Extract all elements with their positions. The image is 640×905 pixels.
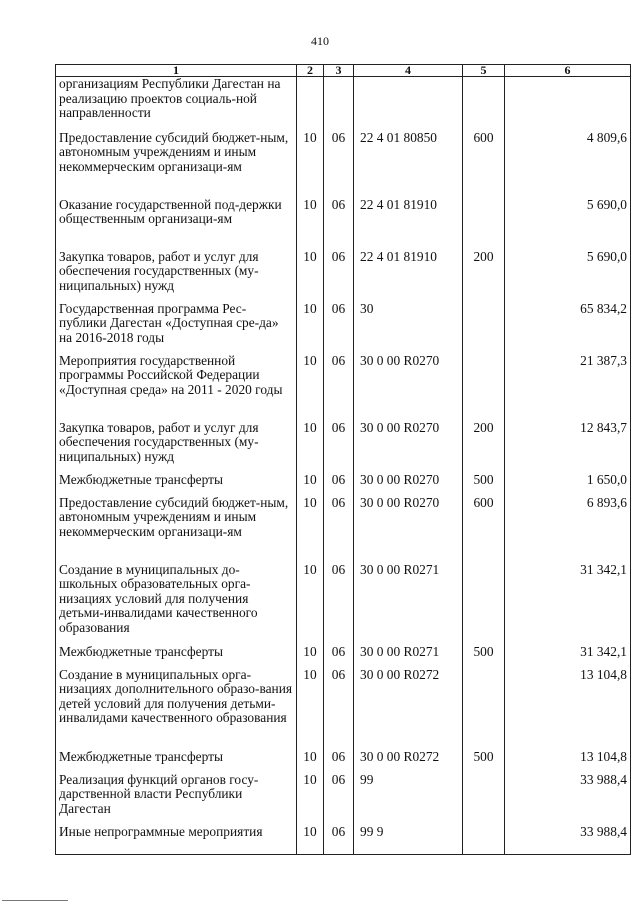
row-section-cell: 10 — [297, 773, 324, 825]
row-expense-type-cell: 500 — [463, 645, 505, 668]
table-row — [56, 354, 631, 421]
row-target-article-cell: 22 4 01 80850 — [354, 131, 463, 198]
row-subsection-cell: 06 — [324, 421, 354, 473]
row-name-cell: Межбюджетные трансферты — [56, 645, 297, 668]
row-target-article-cell: 30 0 00 R0272 — [354, 668, 463, 750]
table-row — [56, 496, 631, 563]
row-subsection-cell: 06 — [324, 131, 354, 198]
row-subsection-cell: 06 — [324, 250, 354, 302]
row-expense-type-cell: 600 — [463, 496, 505, 563]
row-expense-type-cell — [463, 825, 505, 855]
row-expense-type-cell — [463, 354, 505, 421]
row-name-cell: Мероприятия государственной программы Российской Федерации «Доступная среда» на 2011 - 2020 годы — [56, 354, 297, 421]
row-expense-type-cell: 200 — [463, 250, 505, 302]
row-expense-type-cell: 600 — [463, 131, 505, 198]
row-section-cell: 10 — [297, 302, 324, 354]
row-amount-cell: 65 834,2 — [505, 302, 631, 354]
row-expense-type-cell: 200 — [463, 421, 505, 473]
row-section-cell: 10 — [297, 250, 324, 302]
row-amount-cell: 5 690,0 — [505, 198, 631, 250]
row-amount-cell: 12 843,7 — [505, 421, 631, 473]
row-subsection-cell: 06 — [324, 750, 354, 773]
row-section-cell: 10 — [297, 421, 324, 473]
row-subsection-cell: 06 — [324, 473, 354, 496]
table-row — [56, 302, 631, 354]
table-header-row — [56, 65, 631, 77]
row-subsection-cell: 06 — [324, 668, 354, 750]
table-body — [56, 77, 631, 855]
row-target-article-cell: 99 9 — [354, 825, 463, 855]
row-name-cell: Межбюджетные трансферты — [56, 750, 297, 773]
table-row — [56, 668, 631, 750]
header-col-1: 1 — [56, 65, 297, 77]
row-subsection-cell: 06 — [324, 773, 354, 825]
header-col-6: 6 — [505, 65, 631, 77]
row-amount-cell: 13 104,8 — [505, 750, 631, 773]
row-target-article-cell: 30 — [354, 302, 463, 354]
row-target-article-cell — [354, 77, 463, 131]
row-name-cell: Реализация функций органов госу-дарственной власти Республики Дагестан — [56, 773, 297, 825]
row-name-cell: Иные непрограммные мероприятия — [56, 825, 297, 855]
row-subsection-cell: 06 — [324, 645, 354, 668]
row-target-article-cell: 30 0 00 R0272 — [354, 750, 463, 773]
header-col-4: 4 — [354, 65, 463, 77]
row-name-cell: Межбюджетные трансферты — [56, 473, 297, 496]
table-row — [56, 645, 631, 668]
row-name-cell: Оказание государственной под-держки общественным организаци-ям — [56, 198, 297, 250]
row-amount-cell: 31 342,1 — [505, 645, 631, 668]
footnote-divider — [2, 900, 68, 901]
row-expense-type-cell — [463, 563, 505, 645]
row-target-article-cell: 30 0 00 R0270 — [354, 496, 463, 563]
row-target-article-cell: 30 0 00 R0271 — [354, 645, 463, 668]
row-section-cell: 10 — [297, 131, 324, 198]
table-row — [56, 825, 631, 855]
row-section-cell: 10 — [297, 750, 324, 773]
row-subsection-cell: 06 — [324, 198, 354, 250]
row-section-cell: 10 — [297, 198, 324, 250]
row-amount-cell: 33 988,4 — [505, 825, 631, 855]
row-target-article-cell: 30 0 00 R0271 — [354, 563, 463, 645]
table-row — [56, 421, 631, 473]
row-name-cell: организациям Республики Дагестан на реализацию проектов социаль-ной направленности — [56, 77, 297, 131]
row-name-cell: Предоставление субсидий бюджет-ным, автономным учреждениям и иным некоммерческим организаци-ям — [56, 496, 297, 563]
row-subsection-cell: 06 — [324, 354, 354, 421]
table-row — [56, 563, 631, 645]
page-number: 410 — [311, 34, 329, 48]
row-section-cell: 10 — [297, 563, 324, 645]
row-target-article-cell: 30 0 00 R0270 — [354, 421, 463, 473]
row-name-cell: Создание в муниципальных до-школьных образовательных орга-низациях условий для получения детьми-инвалидами качественного образования — [56, 563, 297, 645]
row-subsection-cell: 06 — [324, 302, 354, 354]
row-amount-cell: 5 690,0 — [505, 250, 631, 302]
row-expense-type-cell — [463, 198, 505, 250]
table-row — [56, 250, 631, 302]
row-expense-type-cell — [463, 773, 505, 825]
row-amount-cell: 6 893,6 — [505, 496, 631, 563]
row-target-article-cell: 99 — [354, 773, 463, 825]
row-amount-cell — [505, 77, 631, 131]
row-expense-type-cell: 500 — [463, 750, 505, 773]
row-section-cell: 10 — [297, 668, 324, 750]
row-section-cell — [297, 77, 324, 131]
row-amount-cell: 21 387,3 — [505, 354, 631, 421]
row-name-cell: Создание в муниципальных орга-низациях дополнительного образо-вания детей условий для получения детьми-инвалидами качественного образования — [56, 668, 297, 750]
row-subsection-cell: 06 — [324, 825, 354, 855]
row-target-article-cell: 22 4 01 81910 — [354, 250, 463, 302]
table-row — [56, 773, 631, 825]
row-target-article-cell: 30 0 00 R0270 — [354, 473, 463, 496]
row-amount-cell: 13 104,8 — [505, 668, 631, 750]
header-col-3: 3 — [324, 65, 354, 77]
row-name-cell: Закупка товаров, работ и услуг для обеспечения государственных (му-ниципальных) нужд — [56, 250, 297, 302]
row-target-article-cell: 22 4 01 81910 — [354, 198, 463, 250]
row-name-cell: Предоставление субсидий бюджет-ным, автономным учреждениям и иным некоммерческим организаци-ям — [56, 131, 297, 198]
row-section-cell: 10 — [297, 645, 324, 668]
row-section-cell: 10 — [297, 354, 324, 421]
row-amount-cell: 31 342,1 — [505, 563, 631, 645]
table-row — [56, 750, 631, 773]
row-subsection-cell — [324, 77, 354, 131]
header-col-5: 5 — [463, 65, 505, 77]
budget-table — [55, 64, 631, 855]
row-expense-type-cell — [463, 77, 505, 131]
row-amount-cell: 33 988,4 — [505, 773, 631, 825]
row-subsection-cell: 06 — [324, 563, 354, 645]
row-target-article-cell: 30 0 00 R0270 — [354, 354, 463, 421]
row-expense-type-cell: 500 — [463, 473, 505, 496]
row-expense-type-cell — [463, 302, 505, 354]
row-expense-type-cell — [463, 668, 505, 750]
row-amount-cell: 4 809,6 — [505, 131, 631, 198]
row-subsection-cell: 06 — [324, 496, 354, 563]
row-name-cell: Закупка товаров, работ и услуг для обеспечения государственных (му-ниципальных) нужд — [56, 421, 297, 473]
row-section-cell: 10 — [297, 473, 324, 496]
row-amount-cell: 1 650,0 — [505, 473, 631, 496]
table-row — [56, 77, 631, 131]
table-row — [56, 198, 631, 250]
row-section-cell: 10 — [297, 825, 324, 855]
table-row — [56, 473, 631, 496]
table-row — [56, 131, 631, 198]
row-name-cell: Государственная программа Рес-публики Дагестан «Доступная сре-да» на 2016-2018 годы — [56, 302, 297, 354]
header-col-2: 2 — [297, 65, 324, 77]
row-section-cell: 10 — [297, 496, 324, 563]
